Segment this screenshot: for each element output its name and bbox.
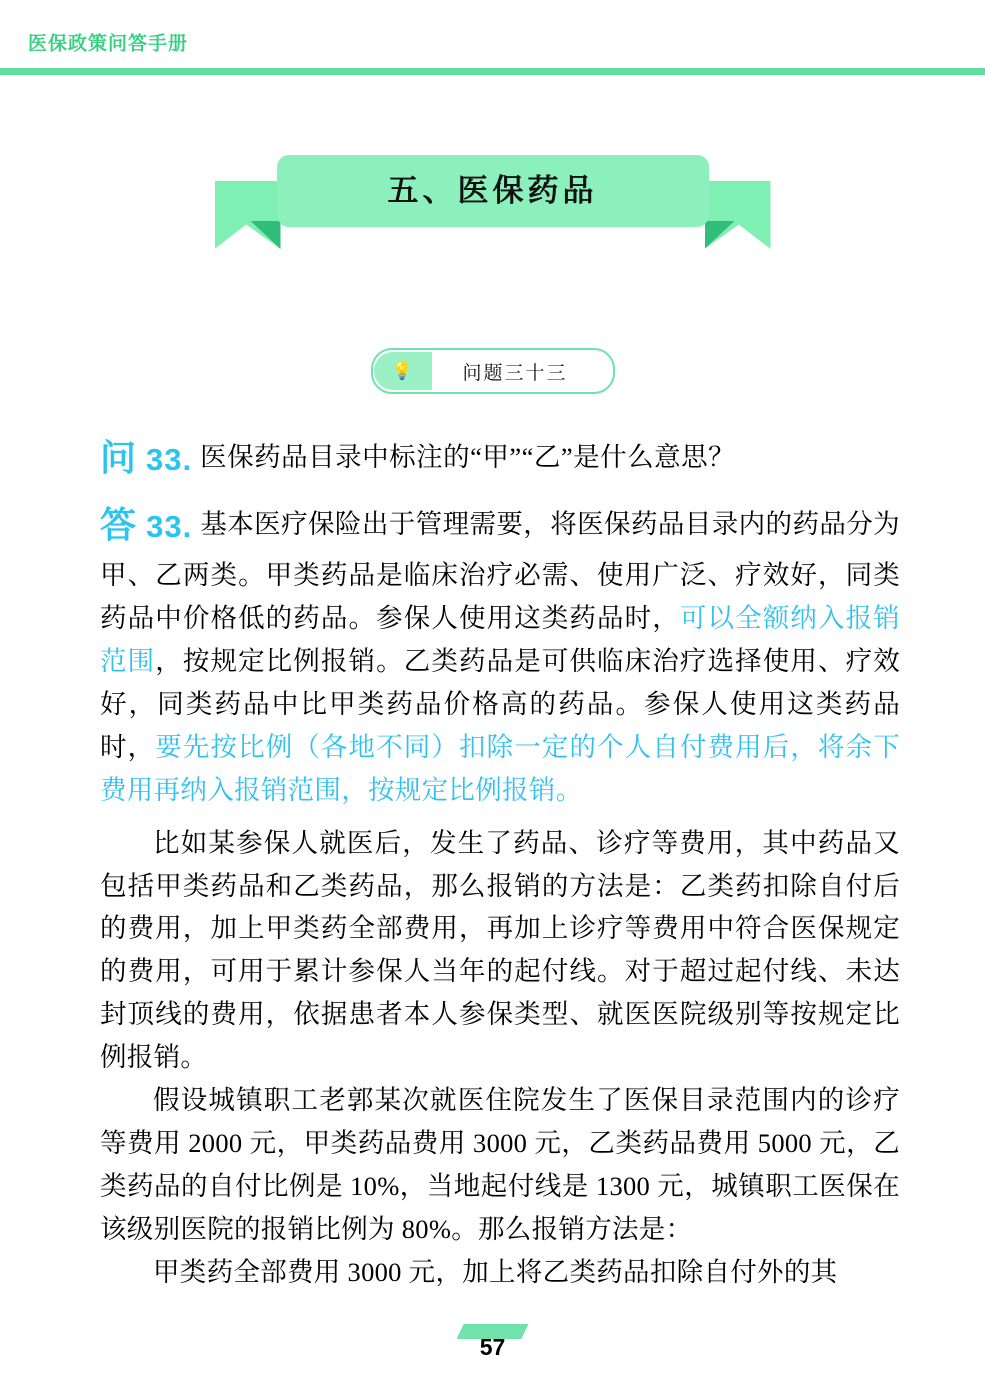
question-marker: 问	[100, 437, 139, 478]
answer-marker: 答	[100, 503, 139, 545]
question-badge-label: 问题三十三	[462, 362, 568, 384]
answer-paragraph-4: 甲类药全部费用 3000 元，加上将乙类药品扣除自付外的其	[153, 1256, 838, 1287]
answer-paragraph-3: 假设城镇职工老郭某次就医住院发生了医保目录范围内的诊疗等费用 2000 元，甲类药品费用 3000 元，乙类药品费用 5000 元，乙类药品的自付比例是 10%，当地起付线是 1300 元，城镇职工医保在该级别医院的报销比例为 80%。那么报销方法是：	[100, 1085, 900, 1244]
question-line	[100, 430, 900, 486]
answer-text-part1: 基本医疗保险出于管理需要，将医保药品目录内的药品分为甲、乙两类。甲类药品是临床治疗必需、使用广泛、疗效好，同类药品中价格低的药品。参保人使用这类药品时，	[100, 508, 900, 634]
section-title: 五、医保药品	[387, 173, 598, 208]
question-text: 医保药品目录中标注的“甲”“乙”是什么意思？	[200, 442, 736, 472]
question-badge	[371, 348, 615, 394]
article-content	[100, 430, 900, 1294]
answer-highlight-2: 要先按比例（各地不同）扣除一定的个人自付费用后，将余下费用再纳入报销范围，按规定比例报销。	[100, 731, 900, 805]
answer-line	[100, 496, 900, 812]
ribbon-graphic	[277, 155, 709, 251]
page-footer	[0, 1316, 985, 1362]
question-badge-accent	[374, 352, 432, 390]
question-bulb-icon: 💡	[391, 361, 414, 381]
page-header	[0, 0, 985, 74]
answer-text-part2: ，按规定比例报销。乙类药品是可供临床治疗选择使用、疗效好，同类药品中比甲类药品价格高的药品。参保人使用这类药品时，	[100, 645, 900, 762]
answer-block	[100, 496, 900, 812]
answer-highlight-1: 可以全额纳入报销范围	[100, 603, 900, 676]
question-number: 33.	[146, 442, 193, 477]
page-number: 57	[479, 1334, 506, 1360]
question-block	[100, 430, 900, 486]
header-title: 医保政策问答手册	[28, 33, 189, 55]
answer-number: 33.	[146, 508, 193, 544]
answer-paragraph-2: 比如某参保人就医后，发生了药品、诊疗等费用，其中药品又包括甲类药品和乙类药品，那么报销的方法是：乙类药扣除自付后的费用，加上甲类药全部费用，再加上诊疗等费用中符合医保规定的费用，可用于累计参保人当年的起付线。对于超过起付线、未达封顶线的费用，依据患者本人参保类型、就医医院级别等按规定比例报销。	[100, 827, 900, 1073]
header-divider	[0, 68, 985, 75]
section-banner	[0, 155, 985, 255]
